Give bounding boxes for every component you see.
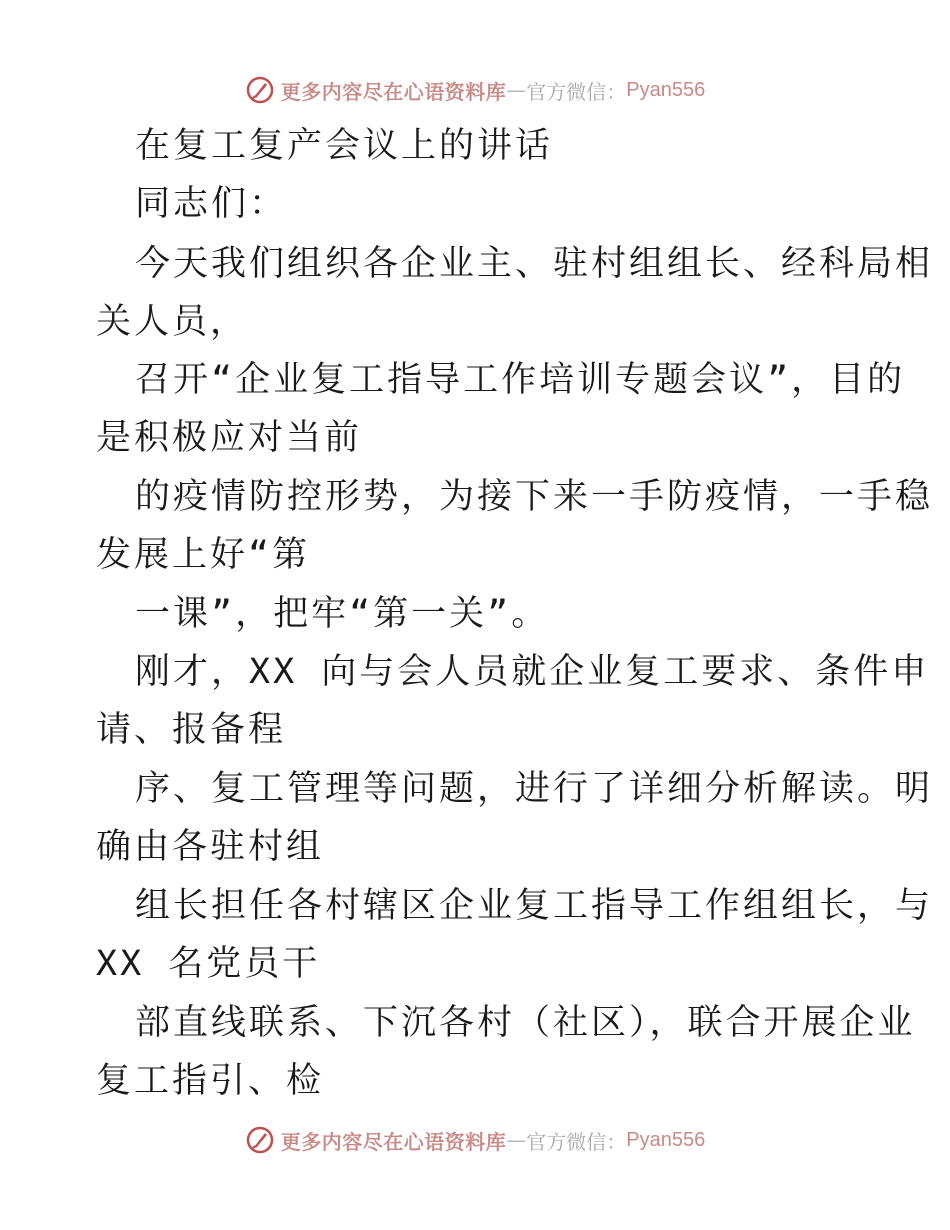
doc-line: 今天我们组织各企业主、驻村组组长、经科局相 <box>135 244 934 284</box>
doc-line: 召开“企业复工指导工作培训专题会议”，目的 <box>135 360 906 400</box>
quill-circle-logo-icon <box>245 1125 275 1155</box>
watermark-separator: — <box>506 1128 527 1152</box>
doc-line: 复工指引、检 <box>96 1061 325 1101</box>
doc-line: 序、复工管理等问题，进行了详细分析解读。明 <box>135 769 934 809</box>
watermark-separator: — <box>506 78 527 102</box>
doc-title: 在复工复产会议上的讲话 <box>135 126 554 166</box>
doc-line: 组长担任各村辖区企业复工指导工作组组长，与 <box>135 886 934 926</box>
doc-line: 部直线联系、下沉各村（社区），联合开展企业 <box>135 1003 916 1043</box>
watermark-text: 更多内容尽在心语资料库 <box>280 79 507 104</box>
watermark-id: Pyan556 <box>626 1128 706 1151</box>
watermark-text: 更多内容尽在心语资料库 <box>280 1129 507 1154</box>
quill-circle-logo-icon <box>245 75 275 105</box>
watermark-label: 官方微信： <box>526 79 627 104</box>
watermark-label: 官方微信： <box>526 1129 627 1154</box>
doc-line: 发展上好“第 <box>96 535 311 575</box>
doc-line: 确由各驻村组 <box>96 827 325 867</box>
doc-line: 一课”，把牢“第一关”。 <box>135 594 550 634</box>
header-watermark <box>0 70 950 110</box>
doc-line: 刚才，XX 向与会人员就企业复工要求、条件申 <box>135 652 930 692</box>
doc-line: 是积极应对当前 <box>96 418 363 458</box>
doc-line: XX 名党员干 <box>96 944 321 984</box>
doc-line: 的疫情防控形势，为接下来一手防疫情，一手稳 <box>135 477 934 517</box>
footer-watermark <box>0 1120 950 1160</box>
doc-line: 关人员， <box>96 302 249 342</box>
doc-line: 请、报备程 <box>96 710 287 750</box>
doc-line: 同志们： <box>135 184 288 224</box>
watermark-id: Pyan556 <box>626 78 706 101</box>
